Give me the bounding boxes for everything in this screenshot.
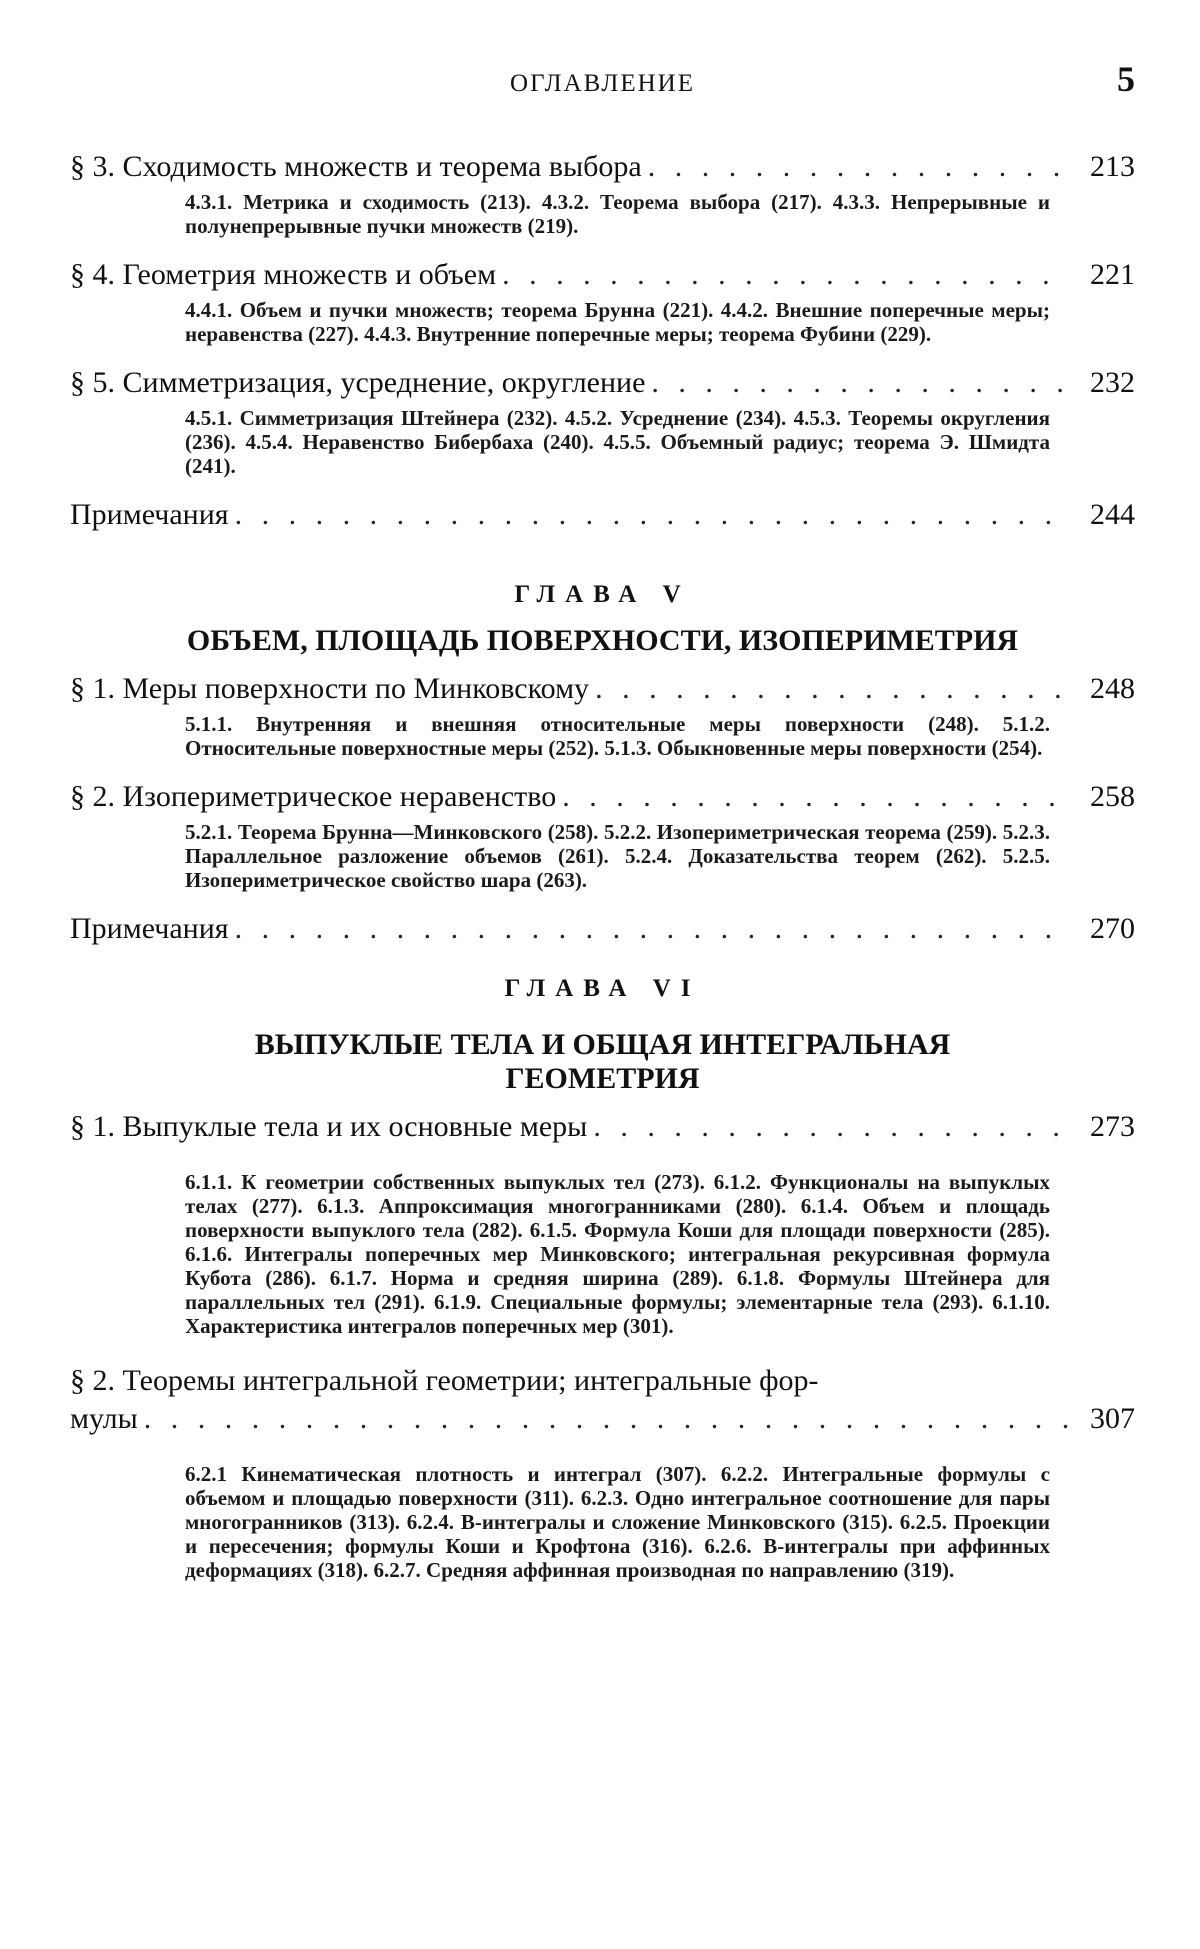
section-page: 221: [1090, 258, 1135, 291]
toc-entry: [70, 670, 1135, 760]
section-page: 273: [1090, 1110, 1135, 1143]
subsection-list: 6.1.1. К геометрии собственных выпуклых тел (273). 6.1.2. Функционалы на выпуклых телах (277). 6.1.3. Аппроксимация многогранниками (280). 6.1.4. Объем и площадь поверхности выпуклого тела (282). 6.1.5. Формула Коши для площади поверхности (285). 6.1.6. Интегралы поперечных мер Минковского; интегральная рекурсивная формула Кубота (286). 6.1.7. Норма и средняя ширина (289). 6.1.8. Формулы Штейнера для параллельных тел (291). 6.1.9. Специальные формулы; элементарные тела (293). 6.1.10. Характеристика интегралов поперечных мер (301).: [185, 1170, 1050, 1338]
toc-entry: [70, 148, 1135, 238]
chapter-label: ГЛАВА V: [514, 581, 691, 608]
section-page: 248: [1090, 672, 1135, 705]
chapter-label: ГЛАВА VI: [504, 975, 701, 1002]
toc-entry: [70, 778, 1135, 892]
section-title: § 1. Выпуклые тела и их основные меры: [70, 1110, 588, 1143]
notes-entry: [70, 910, 1135, 948]
running-title: ОГЛАВЛЕНИЕ: [510, 70, 695, 97]
toc-entry: [70, 1362, 1135, 1582]
page-header: [70, 58, 1135, 108]
section-title: § 5. Симметризация, усреднение, округление: [70, 366, 646, 399]
section-title: § 2. Изопериметрическое неравенство: [70, 780, 557, 813]
section-title: § 1. Меры поверхности по Минковскому: [70, 672, 590, 705]
section-page: 258: [1090, 780, 1135, 813]
section-page: 232: [1090, 366, 1135, 399]
section-page: 213: [1090, 150, 1135, 183]
table-of-contents: [70, 148, 1135, 1600]
toc-entry: [70, 1108, 1135, 1338]
section-title: § 4. Геометрия множеств и объем: [70, 258, 497, 291]
chapter-title: ВЫПУКЛЫЕ ТЕЛА И ОБЩАЯ ИНТЕГРАЛЬНАЯ ГЕОМЕТРИЯ: [254, 1028, 951, 1095]
notes-page: 244: [1090, 498, 1135, 531]
section-title-line2: мулы: [70, 1402, 138, 1435]
notes-page: 270: [1090, 912, 1135, 945]
toc-entry: [70, 364, 1135, 478]
notes-title: Примечания: [70, 912, 229, 945]
chapter-title: ОБЪЕМ, ПЛОЩАДЬ ПОВЕРХНОСТИ, ИЗОПЕРИМЕТРИЯ: [186, 624, 1019, 657]
toc-entry: [70, 256, 1135, 346]
subsection-list: 5.1.1. Внутренняя и внешняя относительные меры поверхности (248). 5.1.2. Относительные поверхностные меры (252). 5.1.3. Обыкновенные меры поверхности (254).: [185, 712, 1050, 760]
subsection-list: 6.2.1 Кинематическая плотность и интеграл (307). 6.2.2. Интегральные формулы с объемом и площадью поверхности (311). 6.2.3. Одно интегральное соотношение для пары многогранников (313). 6.2.4. B-интегралы и сложение Минковского (315). 6.2.5. Проекции и пересечения; формулы Коши и Крофтона (316). 6.2.6. B-интегралы при аффинных деформациях (318). 6.2.7. Средняя аффинная производная по направлению (319).: [185, 1462, 1050, 1582]
subsection-list: 5.2.1. Теорема Брунна—Минковского (258). 5.2.2. Изопериметрическая теорема (259). 5.2.3. Параллельное разложение объемов (261). 5.2.4. Доказательства теорем (262). 5.2.5. Изопериметрическое свойство шара (263).: [185, 820, 1050, 892]
section-page: 307: [1090, 1402, 1135, 1435]
section-title-line1: § 2. Теоремы интегральной геометрии; интегральные фор-: [70, 1364, 819, 1397]
notes-entry: [70, 496, 1135, 534]
page-number: 5: [1117, 59, 1135, 99]
subsection-list: 4.4.1. Объем и пучки множеств; теорема Брунна (221). 4.4.2. Внешние поперечные меры; неравенства (227). 4.4.3. Внутренние поперечные меры; теорема Фубини (229).: [185, 298, 1050, 346]
subsection-list: 4.5.1. Симметризация Штейнера (232). 4.5.2. Усреднение (234). 4.5.3. Теоремы округления (236). 4.5.4. Неравенство Бибербаха (240). 4.5.5. Объемный радиус; теорема Э. Шмидта (241).: [185, 406, 1050, 478]
notes-title: Примечания: [70, 498, 229, 531]
subsection-list: 4.3.1. Метрика и сходимость (213). 4.3.2. Теорема выбора (217). 4.3.3. Непрерывные и полунепрерывные пучки множеств (219).: [185, 190, 1050, 238]
section-title: § 3. Сходимость множеств и теорема выбора: [70, 150, 642, 183]
